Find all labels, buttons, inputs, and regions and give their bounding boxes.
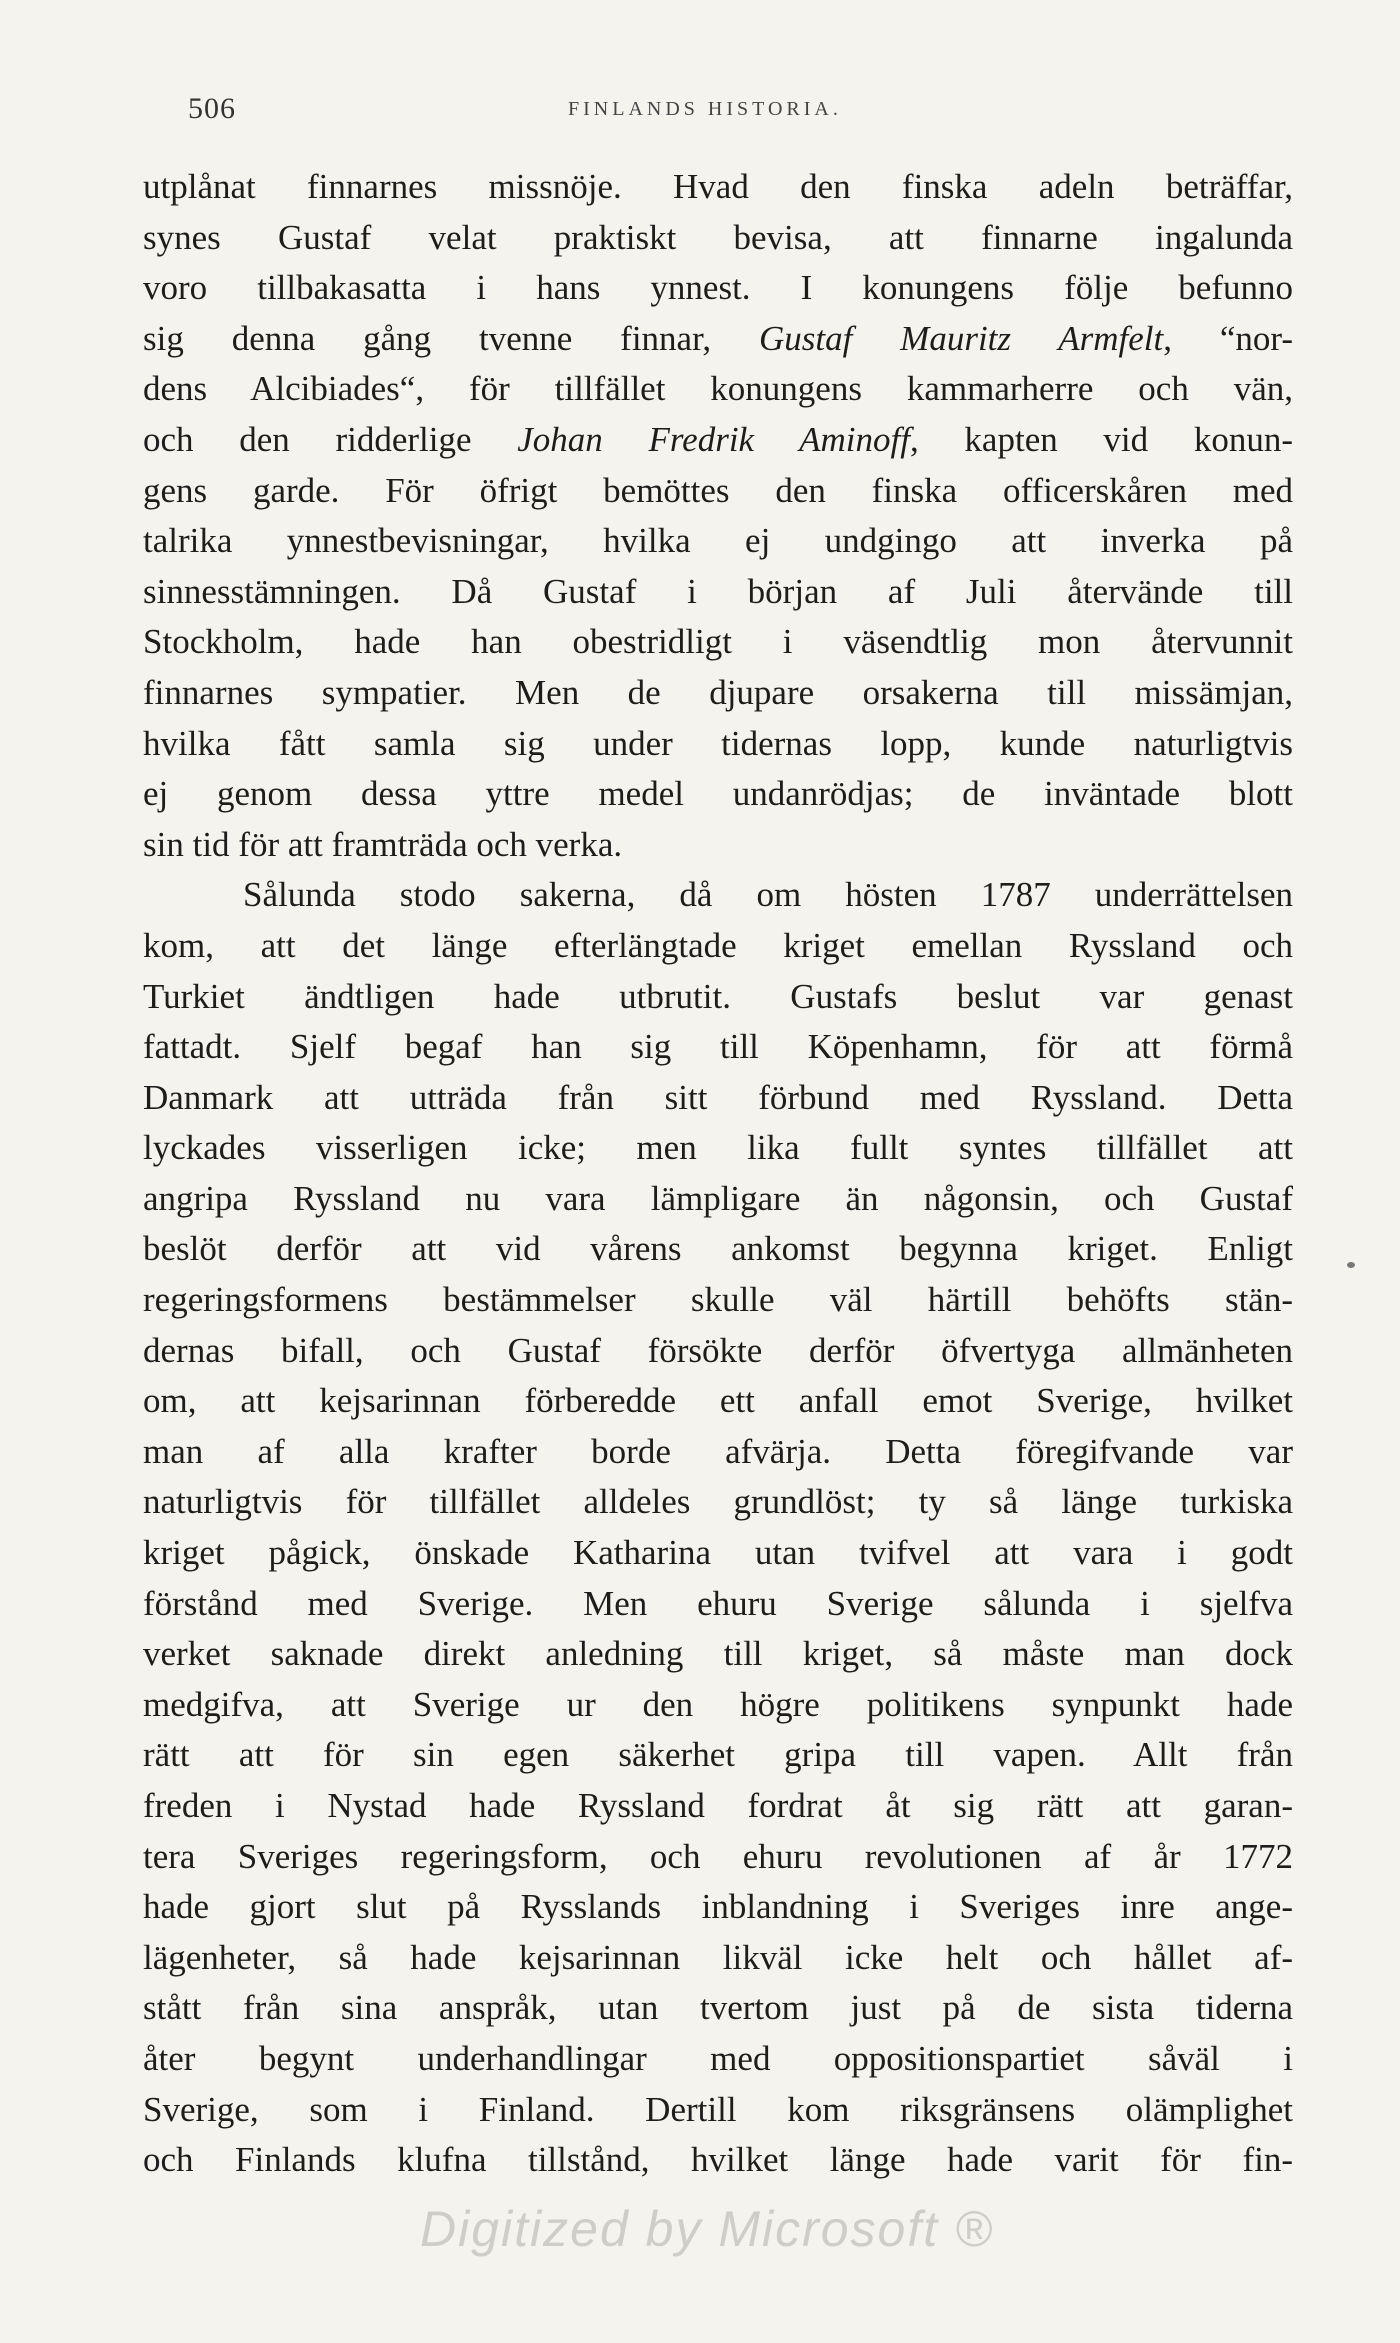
text-line: ej genom dessa yttre medel undanrödjas; de inväntade blott: [143, 774, 1293, 814]
text-line: rätt att för sin egen säkerhet gripa till vapen. Allt från: [143, 1735, 1293, 1775]
text-line: lägenheter, så hade kejsarinnan likväl icke helt och hållet af-: [143, 1937, 1293, 1977]
text-line: Turkiet ändtligen hade utbrutit. Gustafs beslut var genast: [143, 976, 1293, 1016]
text-line: Stockholm, hade han obestridligt i väsendtlig mon återvunnit: [143, 622, 1293, 662]
text-line: stått från sina anspråk, utan tvertom just på de sista tiderna: [143, 1988, 1293, 2028]
text-line: beslöt derför att vid vårens ankomst begynna kriget. Enligt: [143, 1229, 1293, 1269]
running-head: FINLANDS HISTORIA.: [568, 98, 842, 120]
text-line: [143, 314, 1293, 365]
text-line: förstånd med Sverige. Men ehuru Sverige sålunda i sjelfva: [143, 1583, 1293, 1623]
text-line: utplånat finnarnes missnöje. Hvad den finska adeln beträffar,: [143, 167, 1293, 206]
text-line: talrika ynnestbevisningar, hvilka ej undgingo att inverka på: [143, 521, 1293, 561]
paragraph-end-line: sin tid för att framträda och verka.: [143, 824, 623, 864]
text-line: man af alla krafter borde afvärja. Detta föregifvande var: [143, 1431, 1293, 1471]
text-line: voro tillbakasatta i hans ynnest. I konungens följe befunno: [143, 268, 1293, 308]
text-line: kom, att det länge efterlängtade kriget emellan Ryssland och: [143, 925, 1293, 965]
text-line: medgifva, att Sverige ur den högre politikens synpunkt hade: [143, 1684, 1293, 1724]
text-line: gens garde. För öfrigt bemöttes den finska officerskåren med: [143, 470, 1293, 510]
text-line: dernas bifall, och Gustaf försökte derför öfvertyga allmänheten: [143, 1330, 1293, 1370]
text-line: regeringsformens bestämmelser skulle väl härtill behöfts stän-: [143, 1280, 1293, 1320]
text-fragment: , “nor-: [1163, 318, 1293, 358]
digitization-watermark: Digitized by Microsoft ®: [420, 2201, 994, 2257]
text-line: kriget pågick, önskade Katharina utan tvifvel att vara i godt: [143, 1533, 1293, 1573]
text-line: hvilka fått samla sig under tidernas lopp, kunde naturligtvis: [143, 723, 1293, 763]
text-line: naturligtvis för tillfället alldeles grundlöst; ty så länge turkiska: [143, 1482, 1293, 1522]
person-name-aminoff: Johan Fredrik Aminoff: [517, 419, 910, 459]
text-line: angripa Ryssland nu vara lämpligare än någonsin, och Gustaf: [143, 1178, 1293, 1218]
text-line: Sverige, som i Finland. Dertill kom riksgränsens olämplighet: [143, 2089, 1293, 2129]
text-line: [143, 415, 1293, 466]
text-fragment: och den ridderlige: [143, 419, 472, 459]
text-line: hade gjort slut på Rysslands inblandning i Sveriges inre ange-: [143, 1887, 1293, 1927]
text-line: och Finlands klufna tillstånd, hvilket länge hade varit för fin-: [143, 2140, 1293, 2180]
text-line: finnarnes sympatier. Men de djupare orsakerna till missämjan,: [143, 672, 1293, 712]
text-line: Danmark att utträda från sitt förbund med Ryssland. Detta: [143, 1077, 1293, 1117]
text-line: fattadt. Sjelf begaf han sig till Köpenhamn, för att förmå: [143, 1027, 1293, 1067]
text-line: synes Gustaf velat praktiskt bevisa, att finnarne ingalunda: [143, 217, 1293, 257]
text-line: dens Alcibiades“, för tillfället konungens kammarherre och vän,: [143, 369, 1293, 409]
text-line: om, att kejsarinnan förberedde ett anfall emot Sverige, hvilket: [143, 1381, 1293, 1421]
text-fragment: , kapten vid konun-: [909, 419, 1293, 459]
text-line: åter begynt underhandlingar med oppositionspartiet såväl i: [143, 2038, 1293, 2078]
person-name-armfelt: Gustaf Mauritz Armfelt: [758, 318, 1164, 358]
text-line: tera Sveriges regeringsform, och ehuru revolutionen af år 1772: [143, 1836, 1293, 1876]
ink-speck: [1347, 1262, 1355, 1268]
text-line: lyckades visserligen icke; men lika fullt syntes tillfället att: [143, 1128, 1293, 1168]
page-header: [188, 92, 1288, 136]
text-line: sinnesstämningen. Då Gustaf i början af Juli återvände till: [143, 571, 1293, 611]
text-fragment: sig denna gång tvenne finnar,: [143, 318, 712, 358]
paragraph-start-line: Sålunda stodo sakerna, då om hösten 1787 underrättelsen: [243, 875, 1293, 915]
body-text: [143, 162, 1293, 2186]
text-line: verket saknade direkt anledning till kriget, så måste man dock: [143, 1634, 1293, 1674]
page-number: 506: [188, 92, 236, 125]
text-line: freden i Nystad hade Ryssland fordrat åt sig rätt att garan-: [143, 1786, 1293, 1825]
